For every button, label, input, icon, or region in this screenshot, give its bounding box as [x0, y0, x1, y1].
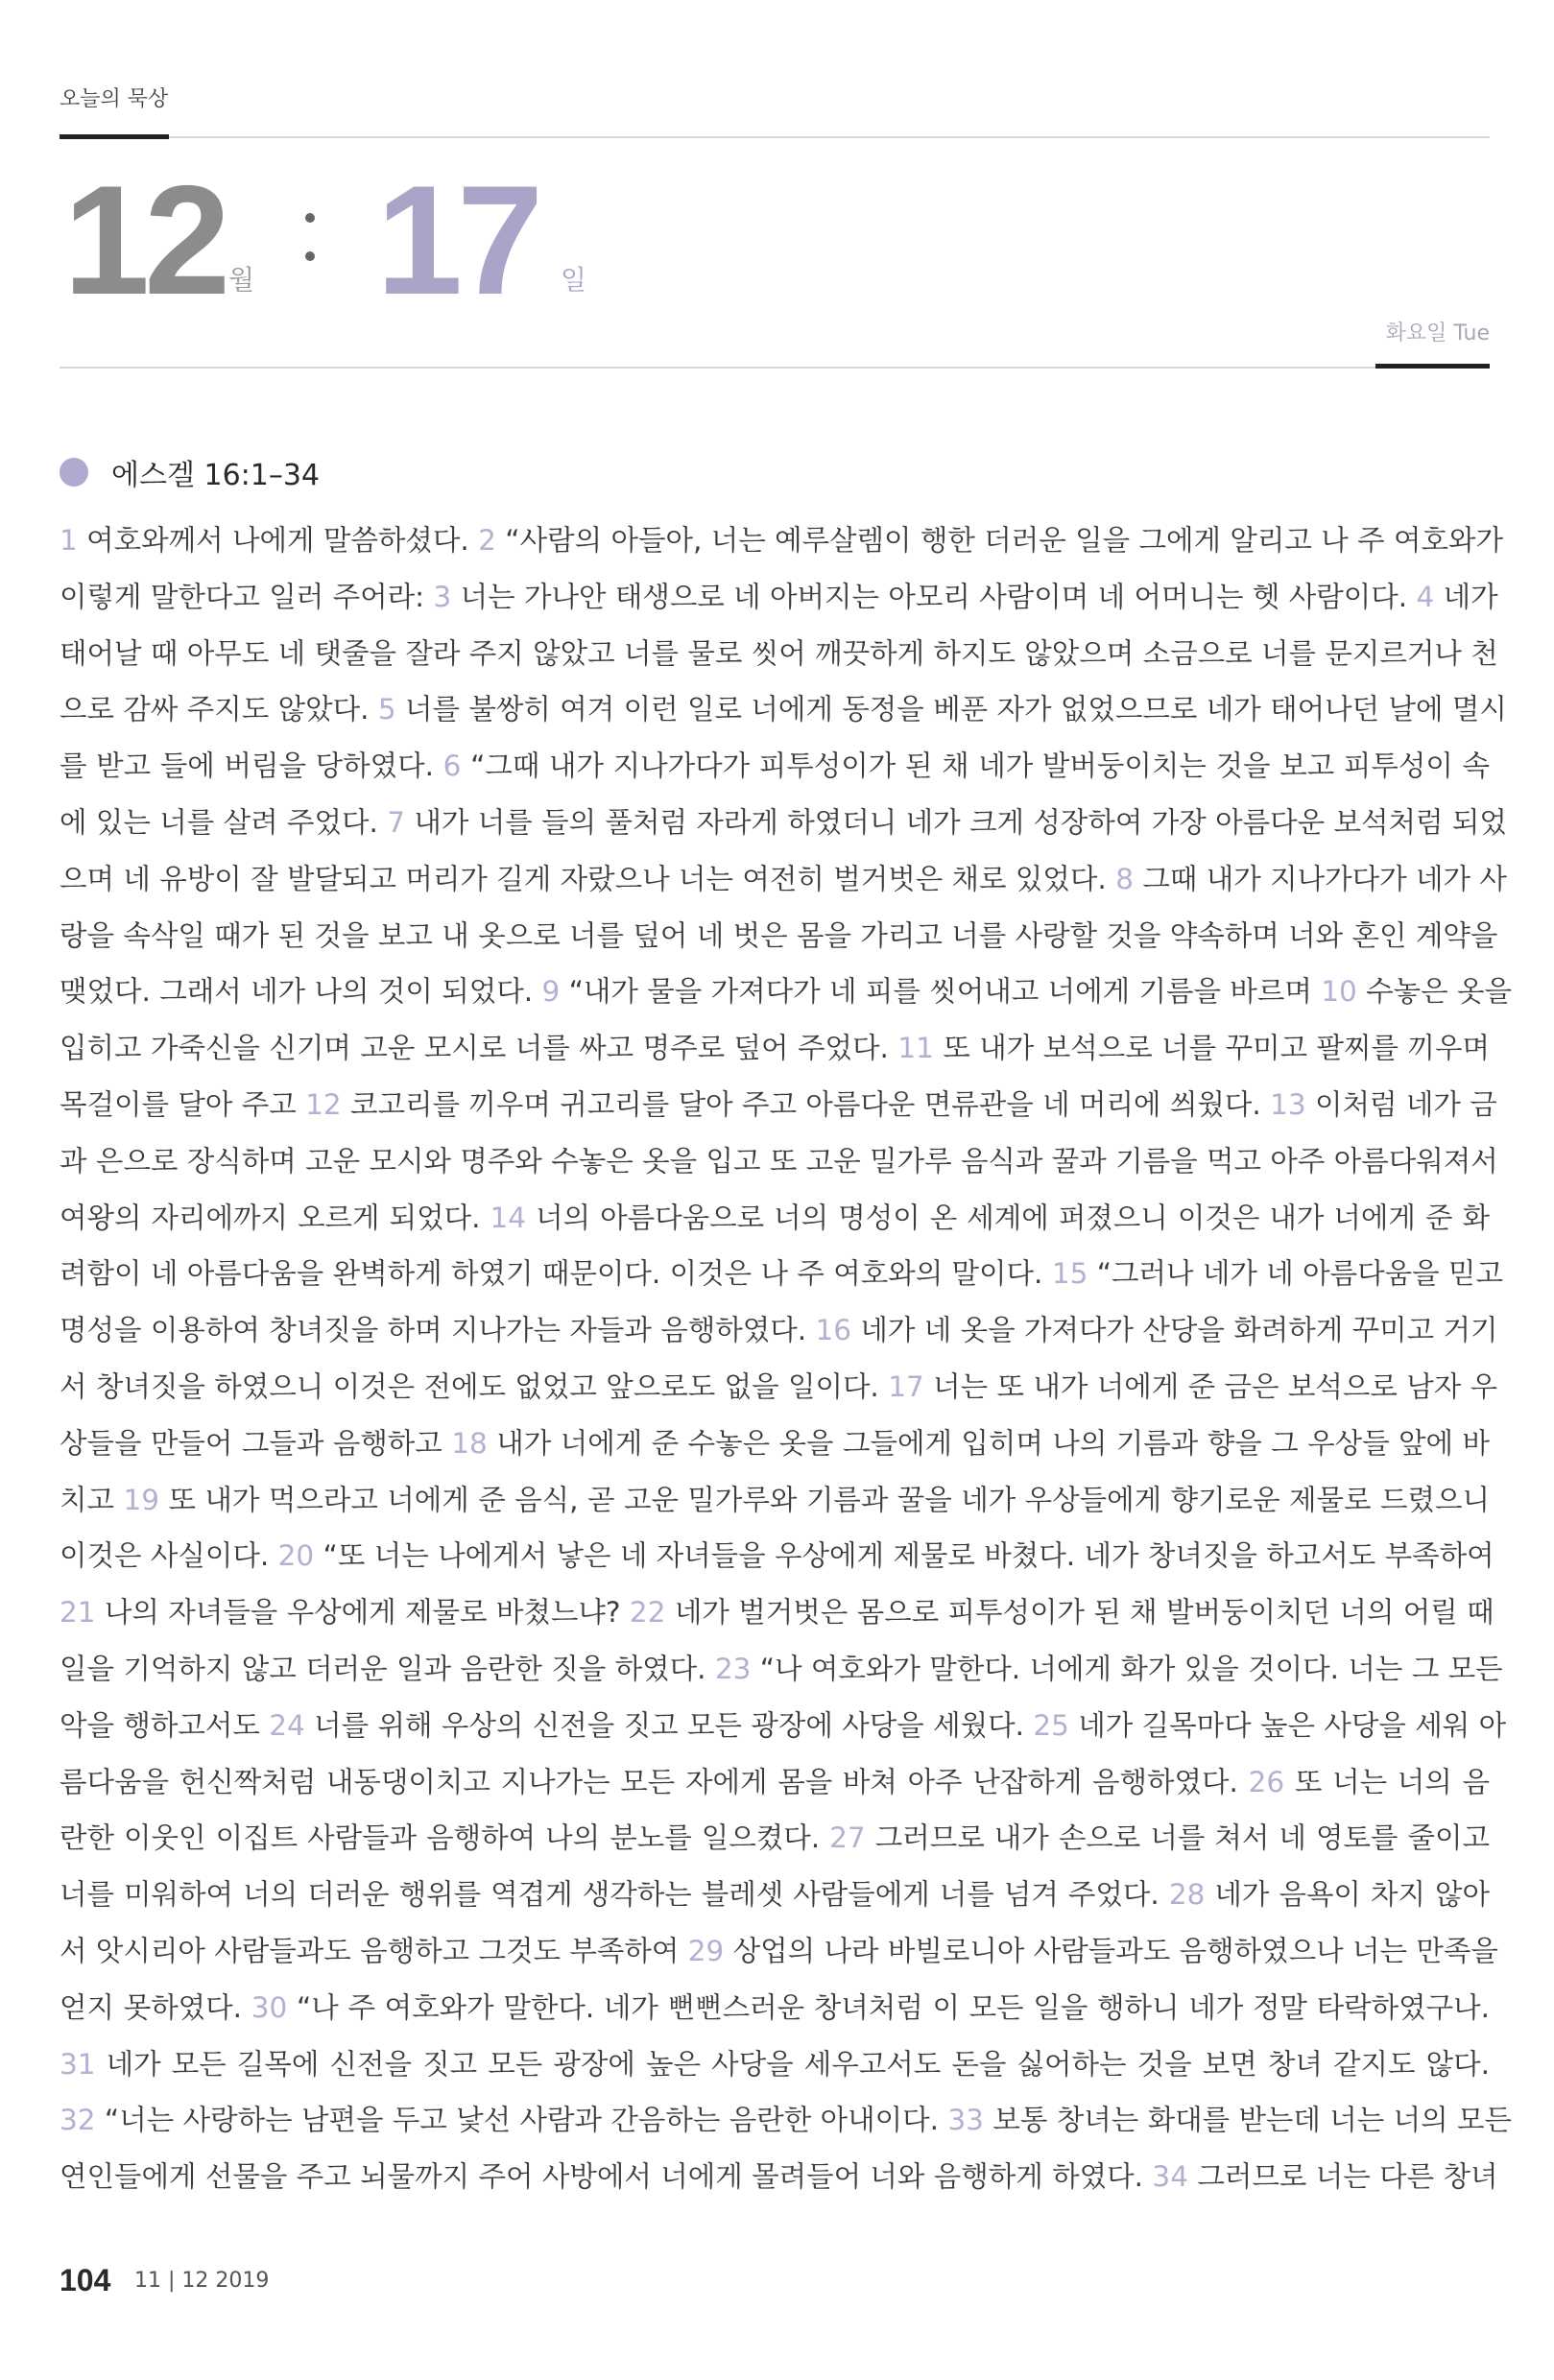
verse-number: 23 — [714, 1652, 752, 1685]
page-number: 104 — [60, 2263, 111, 2297]
verse-text: 수놓은 옷을 — [1356, 975, 1513, 1009]
mid-divider-accent — [1375, 364, 1490, 369]
verse-text: 보통 창녀는 화대를 받는데 너는 너의 모든 — [983, 2104, 1513, 2137]
verse-number: 5 — [377, 693, 396, 726]
verse-text: 나의 자녀들을 우상에게 제물로 바쳤느냐? — [95, 1596, 630, 1630]
verse-number: 24 — [269, 1708, 305, 1742]
verse-text: 려함이 네 아름다움을 완벽하게 하였기 때문이다. 이것은 나 주 여호와의 말이다. — [60, 1257, 1052, 1291]
verse-number: 18 — [451, 1426, 488, 1460]
verse-text: 이렇게 말한다고 일러 주어라: — [60, 580, 434, 613]
passage-title: 에스겔 16:1–34 — [111, 459, 321, 492]
verse-text: 그러므로 내가 손으로 너를 쳐서 네 영토를 줄이고 — [865, 1821, 1490, 1855]
text-line — [60, 738, 1490, 795]
top-divider — [60, 136, 1490, 138]
verse-text: 너를 불쌍히 여겨 이런 일로 너에게 동정을 베푼 자가 없었으므로 네가 태어나던 날에 멸시 — [395, 693, 1507, 726]
verse-text: 네가 길목마다 높은 사당을 세워 아 — [1068, 1708, 1507, 1742]
verse-text: 치고 — [60, 1483, 124, 1516]
verse-number: 21 — [60, 1596, 96, 1630]
verse-text: 상업의 나라 바빌로니아 사람들과도 음행하였으나 너는 만족을 — [724, 1934, 1498, 1967]
text-line — [60, 1472, 1490, 1529]
verse-text: 너는 또 내가 너에게 준 금은 보석으로 남자 우 — [923, 1369, 1498, 1403]
verse-text: 네가 모든 길목에 신전을 짓고 모든 광장에 높은 사당을 세우고서도 돈을 싫어하는 것을 보면 창녀 같지도 않다. — [95, 2047, 1490, 2081]
text-line — [60, 1641, 1503, 1698]
verse-text: 연인들에게 선물을 주고 뇌물까지 주어 사방에서 너에게 몰려들어 너와 음행하게 하였다. — [60, 2160, 1153, 2194]
verse-text: 이것은 사실이다. — [60, 1539, 278, 1573]
issue-date: 11 | 12 2019 — [134, 2269, 270, 2293]
text-line — [60, 1190, 1490, 1247]
text-line — [60, 2036, 1490, 2093]
verse-text: 입히고 가죽신을 신기며 고운 모시로 너를 싸고 명주로 덮어 주었다. — [60, 1032, 898, 1065]
verse-text: “나 주 여호와가 말한다. 네가 뻔뻔스러운 창녀처럼 이 모든 일을 행하니 네가 정말 타락하였구나. — [287, 1990, 1490, 2024]
verse-text: 여왕의 자리에까지 오르게 되었다. — [60, 1201, 490, 1234]
verse-text: 네가 — [1434, 580, 1498, 613]
verse-number: 13 — [1270, 1087, 1306, 1121]
verse-number: 2 — [478, 524, 496, 557]
text-line — [60, 512, 1504, 569]
verse-text: 너를 위해 우상의 신전을 짓고 모든 광장에 사당을 세웠다. — [304, 1708, 1034, 1742]
verse-text: 랑을 속삭일 때가 된 것을 보고 내 옷으로 너를 덮어 네 벗은 몸을 가리고 너를 사랑할 것을 약속하며 너와 혼인 계약을 — [60, 918, 1498, 952]
verse-text: 그때 내가 지나가다가 네가 사 — [1133, 862, 1507, 895]
text-line — [60, 681, 1507, 738]
verse-number: 34 — [1152, 2160, 1188, 2194]
verse-text: “또 너는 나에게서 낳은 네 자녀들을 우상에게 제물로 바쳤다. 네가 창녀짓을 하고서도 부족하여 — [314, 1539, 1494, 1573]
verse-number: 33 — [947, 2104, 984, 2137]
verse-text: 목걸이를 달아 주고 — [60, 1087, 306, 1121]
text-line — [60, 2149, 1498, 2205]
verse-text: 코고리를 끼우며 귀고리를 달아 주고 아름다운 면류관을 네 머리에 씌웠다. — [341, 1087, 1271, 1121]
verse-text: 으며 네 유방이 잘 발달되고 머리가 길게 자랐으나 너는 여전히 벌거벗은 채로 있었다. — [60, 862, 1116, 895]
verse-number: 32 — [60, 2104, 96, 2137]
verse-text: 얻지 못하였다. — [60, 1990, 251, 2024]
verse-number: 17 — [888, 1369, 924, 1403]
verse-number: 25 — [1033, 1708, 1069, 1742]
section-label: 오늘의 묵상 — [60, 87, 169, 111]
day-unit: 일 — [561, 264, 587, 296]
verse-number: 30 — [251, 1990, 288, 2024]
text-line — [60, 626, 1498, 682]
verse-number: 16 — [815, 1314, 851, 1347]
text-line — [60, 851, 1507, 908]
text-line — [60, 1416, 1490, 1472]
text-line — [60, 1246, 1503, 1302]
text-line — [60, 1867, 1490, 1923]
text-line — [60, 964, 1513, 1020]
text-line — [60, 1020, 1490, 1077]
verse-number: 3 — [433, 580, 452, 613]
text-line — [60, 2092, 1513, 2149]
verse-text: 그러므로 너는 다른 창녀 — [1187, 2160, 1498, 2194]
verse-text: 맺었다. 그래서 네가 나의 것이 되었다. — [60, 975, 542, 1009]
date-separator-dot — [305, 251, 315, 261]
text-line — [60, 1584, 1494, 1641]
verse-text: 악을 행하고서도 — [60, 1708, 270, 1742]
verse-number: 6 — [442, 750, 462, 783]
verse-text: 에 있는 너를 살려 주었다. — [60, 805, 388, 839]
month-number: 12 — [63, 154, 226, 327]
verse-text: “그러나 네가 네 아름다움을 믿고 — [1088, 1257, 1503, 1291]
verse-text: 네가 벌거벗은 몸으로 피투성이가 된 채 발버둥이치던 너의 어릴 때 — [665, 1596, 1494, 1630]
verse-number: 28 — [1168, 1878, 1206, 1912]
verse-text: 또 내가 먹으라고 너에게 준 음식, 곧 고운 밀가루와 기름과 꿀을 네가 우상들에게 향기로운 제물로 드렸으니 — [159, 1483, 1490, 1516]
top-divider-accent — [60, 134, 169, 139]
text-line — [60, 1528, 1494, 1584]
verse-text: 너의 아름다움으로 너의 명성이 온 세계에 퍼졌으니 이것은 내가 너에게 준 화 — [526, 1201, 1490, 1234]
text-line — [60, 1698, 1507, 1754]
verse-text: 내가 너에게 준 수놓은 옷을 그들에게 입히며 나의 기름과 향을 그 우상들 앞에 바 — [487, 1426, 1490, 1460]
verse-number: 15 — [1051, 1257, 1088, 1291]
verse-number: 22 — [629, 1596, 666, 1630]
verse-number: 8 — [1115, 862, 1134, 895]
verse-text: 상들을 만들어 그들과 음행하고 — [60, 1426, 452, 1460]
verse-text: 내가 너를 들의 풀처럼 자라게 하였더니 네가 크게 성장하여 가장 아름다운 보석처럼 되었 — [405, 805, 1507, 839]
mid-divider — [60, 367, 1490, 369]
verse-number: 11 — [897, 1032, 934, 1065]
bullet-icon — [60, 458, 88, 487]
verse-number: 20 — [277, 1539, 315, 1573]
verse-text: 명성을 이용하여 창녀짓을 하며 지나가는 자들과 음행하였다. — [60, 1314, 816, 1347]
verse-text: “나 여호와가 말한다. 너에게 화가 있을 것이다. 너는 그 모든 — [751, 1652, 1503, 1685]
verse-text: 일을 기억하지 않고 더러운 일과 음란한 짓을 하였다. — [60, 1652, 715, 1685]
verse-number: 9 — [541, 975, 561, 1009]
date-separator-dot — [305, 213, 315, 223]
verse-text: “사람의 아들아, 너는 예루살렘이 행한 더러운 일을 그에게 알리고 나 주 여호와가 — [495, 524, 1504, 557]
verse-number: 7 — [387, 805, 406, 839]
verse-text: 여호와께서 나에게 말씀하셨다. — [77, 524, 479, 557]
verse-text: 으로 감싸 주지도 않았다. — [60, 693, 378, 726]
verse-text: 란한 이웃인 이집트 사람들과 음행하여 나의 분노를 일으켰다. — [60, 1821, 830, 1855]
day-number: 17 — [376, 154, 538, 327]
verse-number: 4 — [1416, 580, 1435, 613]
verse-text: 서 앗시리아 사람들과도 음행하고 그것도 부족하여 — [60, 1934, 688, 1967]
text-line — [60, 1754, 1490, 1811]
verse-text: 너를 미워하여 너의 더러운 행위를 역겹게 생각하는 블레셋 사람들에게 너를 넘겨 주었다. — [60, 1878, 1169, 1912]
verse-number: 29 — [687, 1934, 725, 1967]
verse-text: 네가 음욕이 차지 않아 — [1205, 1878, 1491, 1912]
verse-text: 를 받고 들에 버림을 당하였다. — [60, 750, 443, 783]
verse-number: 19 — [123, 1483, 159, 1516]
text-line — [60, 569, 1498, 626]
verse-text: “그때 내가 지나가다가 피투성이가 된 채 네가 발버둥이치는 것을 보고 피투성이 속 — [461, 750, 1490, 783]
verse-text: 이처럼 네가 금 — [1305, 1087, 1497, 1121]
verse-text: 너는 가나안 태생으로 네 아버지는 아모리 사람이며 네 어머니는 헷 사람이다. — [451, 580, 1417, 613]
verse-number: 26 — [1248, 1765, 1285, 1798]
month-unit: 월 — [228, 264, 255, 296]
verse-text: 서 창녀짓을 하였으니 이것은 전에도 없었고 앞으로도 없을 일이다. — [60, 1369, 889, 1403]
text-line — [60, 1980, 1490, 2036]
text-line — [60, 1133, 1498, 1190]
text-line — [60, 1923, 1498, 1980]
text-line — [60, 1302, 1498, 1359]
text-line — [60, 1359, 1498, 1416]
text-line — [60, 1810, 1490, 1867]
verse-text: 태어날 때 아무도 네 탯줄을 잘라 주지 않았고 너를 물로 씻어 깨끗하게 하지도 않았으며 소금으로 너를 문지르거나 천 — [60, 636, 1498, 670]
verse-number: 27 — [829, 1821, 866, 1855]
verse-number: 12 — [305, 1087, 342, 1121]
verse-number: 10 — [1321, 975, 1357, 1009]
scripture-body — [60, 512, 1513, 2205]
verse-text: 네가 네 옷을 가져다가 산당을 화려하게 꾸미고 거기 — [851, 1314, 1498, 1347]
verse-text: “내가 물을 가져다가 네 피를 씻어내고 너에게 기름을 바르며 — [560, 975, 1322, 1009]
text-line — [60, 908, 1498, 964]
weekday: 화요일 Tue — [1385, 321, 1490, 345]
verse-text: 또 내가 보석으로 너를 꾸미고 팔찌를 끼우며 — [933, 1032, 1490, 1065]
verse-text: “너는 사랑하는 남편을 두고 낯선 사람과 간음하는 음란한 아내이다. — [95, 2104, 948, 2137]
verse-text: 과 은으로 장식하며 고운 모시와 명주와 수놓은 옷을 입고 또 고운 밀가루 음식과 꿀과 기름을 먹고 아주 아름다워져서 — [60, 1144, 1498, 1178]
text-line — [60, 795, 1507, 851]
passage-heading — [60, 451, 320, 493]
verse-number: 1 — [60, 524, 78, 557]
verse-text: 름다움을 헌신짝처럼 내동댕이치고 지나가는 모든 자에게 몸을 바쳐 아주 난잡하게 음행하였다. — [60, 1765, 1249, 1798]
text-line — [60, 1077, 1497, 1133]
verse-number: 14 — [490, 1201, 527, 1234]
verse-number: 31 — [60, 2047, 96, 2081]
verse-text: 또 너는 너의 음 — [1284, 1765, 1490, 1798]
